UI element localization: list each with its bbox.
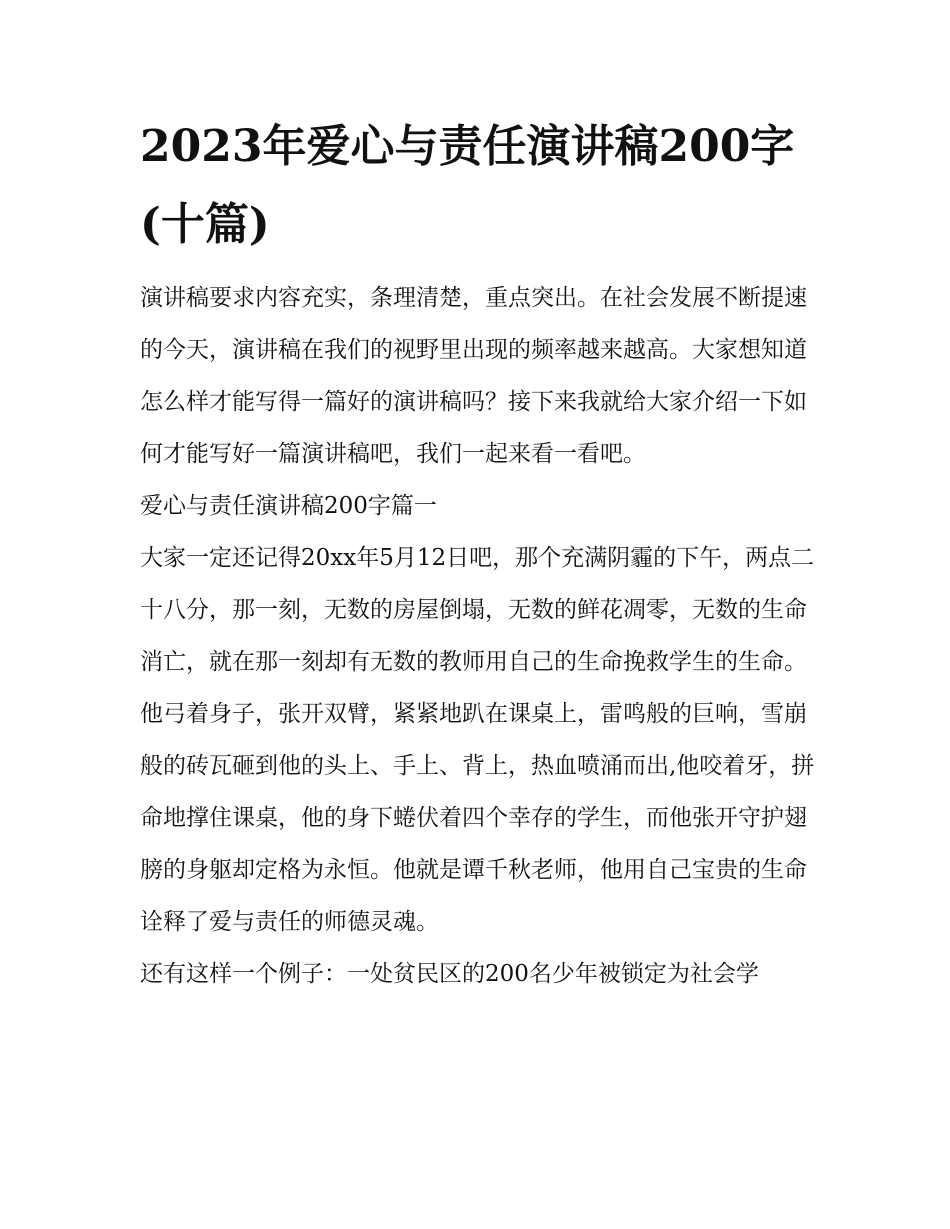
intro-paragraph: 演讲稿要求内容充实，条理清楚，重点突出。在社会发展不断提速的今天，演讲稿在我们的视野里出现的频率越来越高。大家想知道怎么样才能写得一篇好的演讲稿吗？接下来我就给大家介绍一下如何才能写好一篇演讲稿吧，我们一起来看一看吧。 — [140, 285, 807, 467]
section-heading: 爱心与责任演讲稿200字篇一 — [140, 493, 437, 519]
body-paragraph-2: 还有这样一个例子：一处贫民区的200名少年被锁定为社会学 — [140, 961, 759, 987]
body-paragraph-1: 大家一定还记得20xx年5月12日吧，那个充满阴霾的下午，两点二十八分，那一刻，无数的房屋倒塌，无数的鲜花凋零，无数的生命消亡，就在那一刻却有无数的教师用自己的生命挽救学生的生命。他弓着身子，张开双臂，紧紧地趴在课桌上，雷鸣般的巨响，雪崩般的砖瓦砸到他的头上、手上、背上，热血喷涌而出,他咬着牙，拼命地撑住课桌，他的身下蜷伏着四个幸存的学生，而他张开守护翅膀的身躯却定格为永恒。他就是谭千秋老师，他用自己宝贵的生命诠释了爱与责任的师德灵魂。 — [140, 545, 815, 935]
document-content — [140, 108, 815, 1000]
document-title: 2023年爱心与责任演讲稿200字(十篇) — [140, 121, 795, 250]
